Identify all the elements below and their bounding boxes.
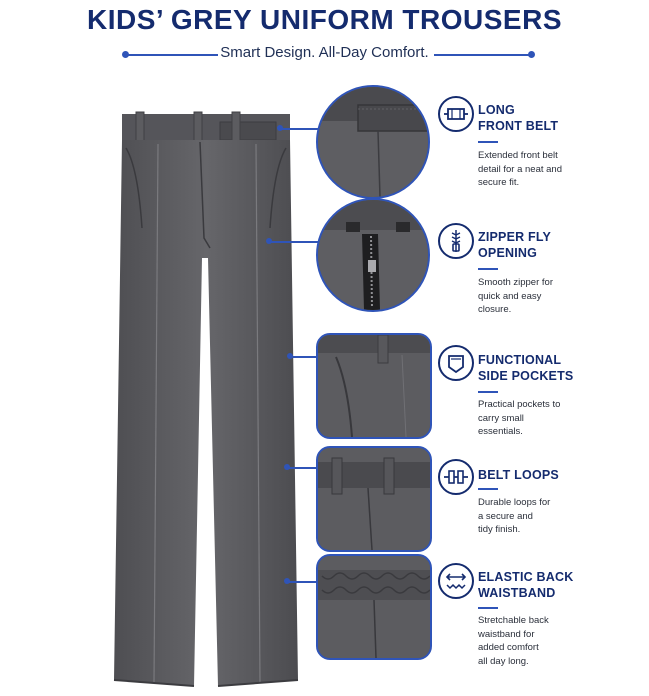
subtitle-row — [0, 44, 649, 64]
connector-line-3 — [292, 356, 316, 358]
feature-title-line: OPENING — [478, 246, 538, 260]
belt-loop-icon — [438, 459, 474, 495]
feature-title-line: WAISTBAND — [478, 586, 556, 600]
desc-line: Stretchable back — [478, 615, 549, 626]
feature-title-line: FUNCTIONAL — [478, 353, 562, 367]
feature-desc-elastic-waistband — [478, 614, 568, 668]
desc-line: a secure and — [478, 510, 533, 522]
connector-line-5 — [289, 581, 316, 583]
feature-title-line: FRONT BELT — [478, 119, 559, 133]
page-title: KIDS’ GREY UNIFORM TROUSERS — [86, 4, 563, 35]
zipper-icon — [438, 223, 474, 259]
connector-line-1 — [282, 128, 320, 130]
desc-line: Extended front belt — [478, 150, 558, 161]
feature-rule — [478, 607, 498, 609]
feature-title-line: ZIPPER FLY — [478, 230, 552, 244]
feature-rule — [478, 488, 498, 490]
desc-line: tidy finish. — [478, 524, 521, 535]
pocket-icon — [438, 345, 474, 381]
page-subtitle: Smart Design. All-Day Comfort. — [220, 44, 429, 61]
feature-rule — [478, 268, 498, 270]
desc-line: waistband for — [478, 628, 535, 640]
desc-line: Smooth zipper for — [478, 277, 553, 288]
desc-line: added comfort — [478, 642, 539, 653]
feature-title-line: SIDE POCKETS — [478, 369, 574, 383]
feature-title-line: ELASTIC BACK — [478, 570, 574, 584]
desc-line: Durable loops for — [478, 497, 551, 508]
feature-title-side-pockets — [478, 352, 598, 384]
front-belt-detail-image — [316, 85, 430, 199]
subtitle-rule-right — [434, 54, 530, 56]
feature-title-long-front-belt — [478, 102, 598, 134]
elastic-waistband-detail-image — [316, 554, 432, 660]
desc-line: all day long. — [478, 655, 529, 667]
connector-line-2 — [271, 241, 320, 243]
feature-title-elastic-waistband — [478, 569, 598, 601]
stretch-arrows-icon — [438, 563, 474, 599]
side-pocket-detail-image — [316, 333, 432, 439]
desc-line: carry small — [478, 412, 524, 424]
feature-desc-long-front-belt — [478, 149, 568, 190]
desc-line: Practical pockets to — [478, 399, 561, 410]
feature-desc-side-pockets — [478, 398, 568, 439]
belt-buckle-icon — [438, 96, 474, 132]
feature-title-zipper-fly — [478, 229, 598, 261]
feature-desc-zipper-fly — [478, 276, 568, 317]
feature-title-line: BELT LOOPS — [478, 468, 559, 482]
desc-line: secure fit. — [478, 177, 520, 188]
zipper-fly-detail-image — [316, 198, 430, 312]
belt-loops-detail-image — [316, 446, 432, 552]
feature-title-line: LONG — [478, 103, 515, 117]
connector-line-4 — [289, 467, 316, 469]
trousers-image — [100, 108, 312, 690]
feature-rule — [478, 141, 498, 143]
desc-line: closure. — [478, 304, 512, 315]
feature-rule — [478, 391, 498, 393]
desc-line: detail for a neat and — [478, 163, 562, 175]
feature-desc-belt-loops — [478, 496, 568, 537]
feature-title-belt-loops — [478, 467, 598, 483]
subtitle-dot-right — [528, 51, 535, 58]
desc-line: essentials. — [478, 426, 523, 437]
desc-line: quick and easy — [478, 290, 542, 302]
